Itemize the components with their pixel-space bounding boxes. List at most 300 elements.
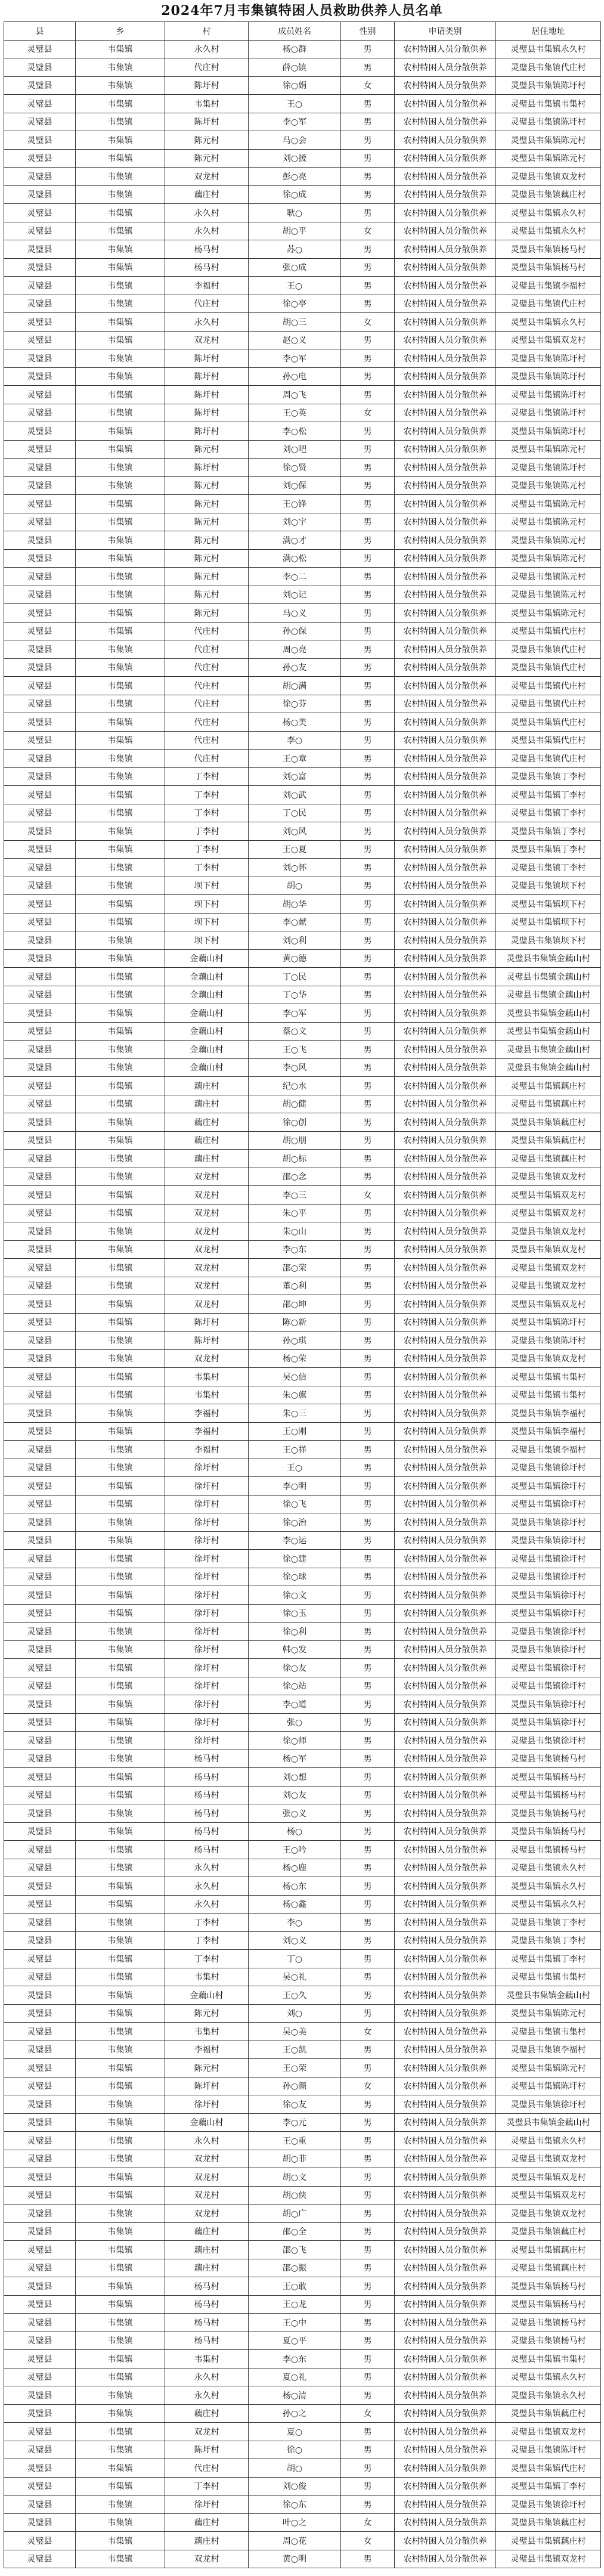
column-header: 县 bbox=[4, 22, 76, 41]
table-cell: 男 bbox=[341, 495, 395, 513]
table-cell: 丁李村 bbox=[165, 1950, 249, 1968]
table-cell: 灵璧县韦集镇永久村 bbox=[496, 1895, 601, 1914]
table-cell: 韦集镇 bbox=[76, 2314, 165, 2332]
table-cell: 孙○友 bbox=[249, 658, 341, 677]
table-cell: 灵璧县韦集镇代庄村 bbox=[496, 622, 601, 640]
table-cell: 耿○ bbox=[249, 204, 341, 222]
table-row bbox=[4, 1950, 601, 1968]
table-cell: 农村特困人员分散供养 bbox=[395, 2277, 496, 2296]
table-cell: 男 bbox=[341, 1222, 395, 1241]
table-cell: 李○明 bbox=[249, 1477, 341, 1496]
table-cell: 男 bbox=[341, 1914, 395, 1932]
table-cell: 杨○鑫 bbox=[249, 1895, 341, 1914]
table-cell: 灵璧县韦集镇藕庄村 bbox=[496, 2259, 601, 2277]
table-cell: 农村特困人员分散供养 bbox=[395, 877, 496, 895]
table-cell: 陈圩村 bbox=[165, 404, 249, 422]
table-cell: 农村特困人员分散供养 bbox=[395, 1659, 496, 1677]
table-cell: 男 bbox=[341, 895, 395, 914]
table-cell: 韦集镇 bbox=[76, 2277, 165, 2296]
table-cell: 男 bbox=[341, 949, 395, 968]
table-row bbox=[4, 1459, 601, 1477]
table-cell: 男 bbox=[341, 2277, 395, 2296]
table-row bbox=[4, 76, 601, 95]
table-cell: 刘○援 bbox=[249, 149, 341, 168]
table-cell: 陈元村 bbox=[165, 604, 249, 623]
table-cell: 吴○信 bbox=[249, 1368, 341, 1386]
table-cell: 灵璧县 bbox=[4, 349, 76, 368]
table-cell: 韦集镇 bbox=[76, 713, 165, 732]
table-cell: 陈元村 bbox=[165, 513, 249, 531]
table-cell: 灵璧县韦集镇双龙村 bbox=[496, 2550, 601, 2568]
table-cell: 农村特困人员分散供养 bbox=[395, 1895, 496, 1914]
table-cell: 男 bbox=[341, 2132, 395, 2150]
table-row bbox=[4, 968, 601, 986]
table-cell: 农村特困人员分散供养 bbox=[395, 1968, 496, 1986]
table-cell: 杨○美 bbox=[249, 713, 341, 732]
table-cell: 农村特困人员分散供养 bbox=[395, 422, 496, 441]
table-cell: 灵璧县 bbox=[4, 2259, 76, 2277]
table-cell: 韦集镇 bbox=[76, 750, 165, 768]
table-cell: 韦集镇 bbox=[76, 2496, 165, 2514]
table-cell: 农村特困人员分散供养 bbox=[395, 40, 496, 58]
table-cell: 农村特困人员分散供养 bbox=[395, 1732, 496, 1750]
table-cell: 灵璧县韦集镇徐圩村 bbox=[496, 1477, 601, 1496]
table-cell: 灵璧县 bbox=[4, 640, 76, 659]
table-cell: 韦集镇 bbox=[76, 622, 165, 640]
table-cell: 徐圩村 bbox=[165, 1659, 249, 1677]
table-cell: 灵璧县 bbox=[4, 1750, 76, 1768]
table-cell: 金藕山村 bbox=[165, 1022, 249, 1041]
table-cell: 胡○满 bbox=[249, 677, 341, 695]
table-cell: 灵璧县韦集镇陈元村 bbox=[496, 476, 601, 495]
table-row bbox=[4, 295, 601, 313]
table-cell: 灵璧县 bbox=[4, 1531, 76, 1550]
table-cell: 灵璧县韦集镇韦集村 bbox=[496, 1368, 601, 1386]
table-cell: 韦集镇 bbox=[76, 586, 165, 604]
table-cell: 胡○ bbox=[249, 2459, 341, 2478]
table-row bbox=[4, 240, 601, 259]
table-cell: 男 bbox=[341, 2386, 395, 2405]
table-cell: 灵璧县韦集镇陈元村 bbox=[496, 2004, 601, 2023]
table-cell: 农村特困人员分散供养 bbox=[395, 586, 496, 604]
table-cell: 代庄村 bbox=[165, 750, 249, 768]
table-cell: 男 bbox=[341, 677, 395, 695]
table-cell: 胡○广 bbox=[249, 2205, 341, 2223]
table-cell: 金藕山村 bbox=[165, 2113, 249, 2132]
table-cell: 灵璧县 bbox=[4, 877, 76, 895]
table-cell: 女 bbox=[341, 313, 395, 332]
table-cell: 灵璧县 bbox=[4, 2241, 76, 2259]
table-cell: 李○元 bbox=[249, 2113, 341, 2132]
table-cell: 男 bbox=[341, 1077, 395, 1095]
table-cell: 男 bbox=[341, 658, 395, 677]
table-cell: 农村特困人员分散供养 bbox=[395, 604, 496, 623]
table-cell: 农村特困人员分散供养 bbox=[395, 1004, 496, 1023]
table-cell: 李○军 bbox=[249, 1004, 341, 1023]
table-cell: 男 bbox=[341, 2259, 395, 2277]
table-cell: 灵璧县 bbox=[4, 2477, 76, 2496]
table-cell: 灵璧县韦集镇双龙村 bbox=[496, 2150, 601, 2168]
table-cell: 韦集镇 bbox=[76, 2004, 165, 2023]
table-cell: 农村特困人员分散供养 bbox=[395, 1404, 496, 1423]
table-cell: 灵璧县韦集镇徐圩村 bbox=[496, 1695, 601, 1714]
table-cell: 双龙村 bbox=[165, 1240, 249, 1259]
table-cell: 灵璧县韦集镇代庄村 bbox=[496, 2459, 601, 2478]
table-cell: 男 bbox=[341, 204, 395, 222]
table-cell: 灵璧县韦集镇双龙村 bbox=[496, 1168, 601, 1186]
table-cell: 男 bbox=[341, 549, 395, 568]
table-cell: 灵璧县 bbox=[4, 1768, 76, 1787]
table-cell: 徐圩村 bbox=[165, 1513, 249, 1532]
table-row bbox=[4, 1786, 601, 1804]
table-cell: 灵璧县韦集镇藕庄村 bbox=[496, 2404, 601, 2423]
table-cell: 男 bbox=[341, 1295, 395, 1314]
table-row bbox=[4, 2241, 601, 2259]
table-row bbox=[4, 1732, 601, 1750]
table-cell: 农村特困人员分散供养 bbox=[395, 658, 496, 677]
table-cell: 丁李村 bbox=[165, 1931, 249, 1950]
table-cell: 灵璧县 bbox=[4, 695, 76, 713]
table-cell: 韦集镇 bbox=[76, 1404, 165, 1423]
table-cell: 灵璧县韦集镇徐圩村 bbox=[496, 1659, 601, 1677]
table-cell: 灵璧县韦集镇陈圩村 bbox=[496, 1313, 601, 1332]
table-cell: 苏○ bbox=[249, 240, 341, 259]
table-row bbox=[4, 531, 601, 550]
table-row bbox=[4, 568, 601, 586]
table-cell: 韦集镇 bbox=[76, 840, 165, 859]
table-cell: 农村特困人员分散供养 bbox=[395, 349, 496, 368]
table-cell: 农村特困人员分散供养 bbox=[395, 2404, 496, 2423]
table-cell: 灵璧县 bbox=[4, 2186, 76, 2205]
table-cell: 女 bbox=[341, 222, 395, 240]
table-cell: 韦集镇 bbox=[76, 2059, 165, 2077]
table-cell: 代庄村 bbox=[165, 58, 249, 77]
table-cell: 灵璧县韦集镇金藕山村 bbox=[496, 1004, 601, 1023]
table-row bbox=[4, 1859, 601, 1877]
table-cell: 双龙村 bbox=[165, 1295, 249, 1314]
table-cell: 杨马村 bbox=[165, 1750, 249, 1768]
table-cell: 韦集镇 bbox=[76, 1604, 165, 1623]
table-cell: 农村特困人员分散供养 bbox=[395, 1113, 496, 1132]
table-cell: 韦集镇 bbox=[76, 658, 165, 677]
table-cell: 杨马村 bbox=[165, 1786, 249, 1804]
table-cell: 藕庄村 bbox=[165, 1131, 249, 1150]
table-cell: 男 bbox=[341, 731, 395, 750]
table-cell: 灵璧县 bbox=[4, 2459, 76, 2478]
table-cell: 灵璧县 bbox=[4, 331, 76, 349]
table-cell: 农村特困人员分散供养 bbox=[395, 258, 496, 277]
table-row bbox=[4, 513, 601, 531]
table-cell: 男 bbox=[341, 1404, 395, 1423]
table-cell: 男 bbox=[341, 1095, 395, 1113]
table-row bbox=[4, 1623, 601, 1641]
table-cell: 灵璧县韦集镇金藕山村 bbox=[496, 949, 601, 968]
table-cell: 代庄村 bbox=[165, 731, 249, 750]
table-cell: 灵璧县 bbox=[4, 2023, 76, 2041]
table-cell: 农村特困人员分散供养 bbox=[395, 2532, 496, 2550]
table-cell: 农村特困人员分散供养 bbox=[395, 695, 496, 713]
table-cell: 灵璧县韦集镇陈圩村 bbox=[496, 1332, 601, 1350]
table-cell: 王○刚 bbox=[249, 1422, 341, 1441]
table-cell: 徐圩村 bbox=[165, 1623, 249, 1641]
table-cell: 灵璧县 bbox=[4, 1586, 76, 1605]
table-cell: 韦集镇 bbox=[76, 204, 165, 222]
table-cell: 男 bbox=[341, 1822, 395, 1841]
table-cell: 满○松 bbox=[249, 549, 341, 568]
table-cell: 灵璧县 bbox=[4, 1604, 76, 1623]
table-cell: 灵璧县韦集镇杨马村 bbox=[496, 2332, 601, 2350]
table-cell: 男 bbox=[341, 1586, 395, 1605]
table-row bbox=[4, 2332, 601, 2350]
table-cell: 农村特困人员分散供养 bbox=[395, 731, 496, 750]
table-row bbox=[4, 1986, 601, 2005]
table-cell: 灵璧县韦集镇双龙村 bbox=[496, 168, 601, 186]
table-row bbox=[4, 1259, 601, 1277]
table-cell: 韦集镇 bbox=[76, 1477, 165, 1496]
table-cell: 李○三 bbox=[249, 1186, 341, 1205]
table-cell: 韦集镇 bbox=[76, 2095, 165, 2114]
table-cell: 农村特困人员分散供养 bbox=[395, 804, 496, 822]
table-cell: 陈圩村 bbox=[165, 367, 249, 386]
table-cell: 邵○飞 bbox=[249, 2241, 341, 2259]
table-cell: 韦集镇 bbox=[76, 1950, 165, 1968]
table-cell: 男 bbox=[341, 1259, 395, 1277]
table-cell: 灵璧县韦集镇藕庄村 bbox=[496, 1095, 601, 1113]
table-cell: 男 bbox=[341, 1113, 395, 1132]
table-cell: 男 bbox=[341, 1986, 395, 2005]
table-cell: 韦集镇 bbox=[76, 40, 165, 58]
table-cell: 女 bbox=[341, 76, 395, 95]
table-cell: 徐圩村 bbox=[165, 1531, 249, 1550]
table-cell: 徐圩村 bbox=[165, 1586, 249, 1605]
table-cell: 男 bbox=[341, 2441, 395, 2459]
table-cell: 农村特困人员分散供养 bbox=[395, 1349, 496, 1368]
table-cell: 灵璧县 bbox=[4, 1950, 76, 1968]
table-cell: 农村特困人员分散供养 bbox=[395, 1259, 496, 1277]
table-row bbox=[4, 658, 601, 677]
table-cell: 李福村 bbox=[165, 2041, 249, 2059]
table-cell: 杨马村 bbox=[165, 2295, 249, 2314]
table-cell: 杨马村 bbox=[165, 2314, 249, 2332]
table-cell: 灵璧县韦集镇代庄村 bbox=[496, 713, 601, 732]
table-cell: 灵璧县 bbox=[4, 1459, 76, 1477]
table-cell: 灵璧县韦集镇藕庄村 bbox=[496, 2532, 601, 2550]
table-cell: 农村特困人员分散供养 bbox=[395, 168, 496, 186]
table-cell: 灵璧县 bbox=[4, 931, 76, 950]
table-cell: 灵璧县韦集镇金藕山村 bbox=[496, 1058, 601, 1077]
table-cell: 邵○坤 bbox=[249, 1295, 341, 1314]
table-cell: 男 bbox=[341, 2004, 395, 2023]
table-cell: 韦集镇 bbox=[76, 1058, 165, 1077]
table-cell: 韦集镇 bbox=[76, 2132, 165, 2150]
table-cell: 陈圩村 bbox=[165, 422, 249, 441]
table-cell: 徐圩村 bbox=[165, 1604, 249, 1623]
table-cell: 农村特困人员分散供养 bbox=[395, 113, 496, 131]
table-cell: 夏○礼 bbox=[249, 2368, 341, 2386]
table-cell: 刘○想 bbox=[249, 1768, 341, 1787]
table-row bbox=[4, 440, 601, 459]
table-cell: 陈元村 bbox=[165, 549, 249, 568]
table-cell: 男 bbox=[341, 2095, 395, 2114]
table-cell: 灵璧县 bbox=[4, 677, 76, 695]
table-cell: 杨○荣 bbox=[249, 1349, 341, 1368]
table-cell: 代庄村 bbox=[165, 2459, 249, 2478]
table-cell: 灵璧县 bbox=[4, 2113, 76, 2132]
table-cell: 双龙村 bbox=[165, 2550, 249, 2568]
table-cell: 农村特困人员分散供养 bbox=[395, 1422, 496, 1441]
table-cell: 农村特困人员分散供养 bbox=[395, 1386, 496, 1404]
table-cell: 代庄村 bbox=[165, 640, 249, 659]
table-cell: 金藕山村 bbox=[165, 968, 249, 986]
table-row bbox=[4, 640, 601, 659]
table-cell: 韦集镇 bbox=[76, 2113, 165, 2132]
table-cell: 王○英 bbox=[249, 404, 341, 422]
table-cell: 男 bbox=[341, 149, 395, 168]
table-cell: 灵璧县 bbox=[4, 1513, 76, 1532]
table-cell: 丁○华 bbox=[249, 986, 341, 1004]
table-row bbox=[4, 895, 601, 914]
table-cell: 藕庄村 bbox=[165, 1150, 249, 1168]
table-cell: 农村特困人员分散供养 bbox=[395, 1804, 496, 1823]
table-cell: 男 bbox=[341, 367, 395, 386]
table-cell: 农村特困人员分散供养 bbox=[395, 367, 496, 386]
table-cell: 农村特困人员分散供养 bbox=[395, 2295, 496, 2314]
table-cell: 永久村 bbox=[165, 204, 249, 222]
table-cell: 藕庄村 bbox=[165, 2532, 249, 2550]
table-cell: 孙○电 bbox=[249, 367, 341, 386]
table-cell: 朱○平 bbox=[249, 1204, 341, 1222]
table-cell: 灵璧县韦集镇双龙村 bbox=[496, 1222, 601, 1241]
table-row bbox=[4, 877, 601, 895]
table-cell: 农村特困人员分散供养 bbox=[395, 1295, 496, 1314]
table-cell: 男 bbox=[341, 2477, 395, 2496]
table-cell: 农村特困人员分散供养 bbox=[395, 750, 496, 768]
table-row bbox=[4, 2004, 601, 2023]
table-cell: 韦集镇 bbox=[76, 949, 165, 968]
table-cell: 韦集镇 bbox=[76, 2423, 165, 2441]
table-cell: 灵璧县 bbox=[4, 1931, 76, 1950]
table-cell: 男 bbox=[341, 786, 395, 804]
table-cell: 农村特困人员分散供养 bbox=[395, 1058, 496, 1077]
table-cell: 灵璧县 bbox=[4, 2041, 76, 2059]
table-cell: 韦集镇 bbox=[76, 2550, 165, 2568]
table-cell: 灵璧县韦集镇陈圩村 bbox=[496, 367, 601, 386]
table-cell: 杨○东 bbox=[249, 1877, 341, 1896]
table-cell: 农村特困人员分散供养 bbox=[395, 277, 496, 295]
table-row bbox=[4, 1586, 601, 1605]
table-cell: 男 bbox=[341, 586, 395, 604]
table-cell: 李○东 bbox=[249, 2350, 341, 2368]
table-cell: 农村特困人员分散供养 bbox=[395, 968, 496, 986]
table-cell: 张○义 bbox=[249, 1804, 341, 1823]
table-cell: 灵璧县韦集镇代庄村 bbox=[496, 731, 601, 750]
table-row bbox=[4, 131, 601, 150]
table-cell: 男 bbox=[341, 476, 395, 495]
table-cell: 农村特困人员分散供养 bbox=[395, 1550, 496, 1568]
table-cell: 男 bbox=[341, 1895, 395, 1914]
table-cell: 灵璧县韦集镇藕庄村 bbox=[496, 2241, 601, 2259]
table-cell: 灵璧县韦集镇双龙村 bbox=[496, 2168, 601, 2187]
table-cell: 韦集镇 bbox=[76, 986, 165, 1004]
table-row bbox=[4, 1113, 601, 1132]
table-cell: 灵璧县韦集镇杨马村 bbox=[496, 1768, 601, 1787]
table-cell: 双龙村 bbox=[165, 1168, 249, 1186]
table-cell: 农村特困人员分散供养 bbox=[395, 1168, 496, 1186]
table-cell: 韦集镇 bbox=[76, 131, 165, 150]
table-row bbox=[4, 1186, 601, 1205]
table-row bbox=[4, 2222, 601, 2241]
table-row bbox=[4, 1877, 601, 1896]
table-cell: 农村特困人员分散供养 bbox=[395, 1240, 496, 1259]
table-cell: 农村特困人员分散供养 bbox=[395, 2077, 496, 2095]
table-cell: 灵璧县 bbox=[4, 2404, 76, 2423]
table-row bbox=[4, 1022, 601, 1041]
table-row bbox=[4, 1841, 601, 1859]
table-cell: 农村特困人员分散供养 bbox=[395, 2259, 496, 2277]
table-cell: 灵璧县 bbox=[4, 859, 76, 877]
table-cell: 邵○荣 bbox=[249, 1259, 341, 1277]
table-cell: 男 bbox=[341, 1841, 395, 1859]
table-cell: 韦集镇 bbox=[76, 331, 165, 349]
table-cell: 王○久 bbox=[249, 1986, 341, 2005]
table-cell: 周○亮 bbox=[249, 640, 341, 659]
table-cell: 农村特困人员分散供养 bbox=[395, 931, 496, 950]
table-row bbox=[4, 1313, 601, 1332]
table-cell: 韦集镇 bbox=[76, 2077, 165, 2095]
table-cell: 农村特困人员分散供养 bbox=[395, 549, 496, 568]
table-cell: 农村特困人员分散供养 bbox=[395, 822, 496, 841]
table-cell: 男 bbox=[341, 113, 395, 131]
table-cell: 徐○球 bbox=[249, 1568, 341, 1586]
table-cell: 灵璧县 bbox=[4, 295, 76, 313]
table-cell: 灵璧县韦集镇代庄村 bbox=[496, 677, 601, 695]
table-cell: 韦集镇 bbox=[76, 1550, 165, 1568]
table-cell: 灵璧县韦集镇韦集村 bbox=[496, 1386, 601, 1404]
table-cell: 灵璧县韦集镇徐圩村 bbox=[496, 1586, 601, 1605]
table-cell: 代庄村 bbox=[165, 295, 249, 313]
table-cell: 灵璧县韦集镇陈元村 bbox=[496, 586, 601, 604]
table-row bbox=[4, 2077, 601, 2095]
table-cell: 农村特困人员分散供养 bbox=[395, 2205, 496, 2223]
table-cell: 灵璧县 bbox=[4, 531, 76, 550]
table-cell: 代庄村 bbox=[165, 658, 249, 677]
column-header: 成员姓名 bbox=[249, 22, 341, 41]
table-cell: 农村特困人员分散供养 bbox=[395, 476, 496, 495]
table-cell: 农村特困人员分散供养 bbox=[395, 1950, 496, 1968]
table-cell: 灵璧县 bbox=[4, 1240, 76, 1259]
table-cell: 陈元村 bbox=[165, 131, 249, 150]
table-cell: 农村特困人员分散供养 bbox=[395, 1677, 496, 1695]
table-cell: 邵○全 bbox=[249, 2222, 341, 2241]
table-cell: 灵璧县 bbox=[4, 658, 76, 677]
table-cell: 男 bbox=[341, 604, 395, 623]
table-cell: 灵璧县 bbox=[4, 2386, 76, 2405]
table-cell: 男 bbox=[341, 1859, 395, 1877]
table-cell: 徐○友 bbox=[249, 2095, 341, 2114]
table-cell: 韦集镇 bbox=[76, 1968, 165, 1986]
table-cell: 灵璧县韦集镇杨马村 bbox=[496, 2277, 601, 2296]
table-cell: 农村特困人员分散供养 bbox=[395, 131, 496, 150]
table-cell: 灵璧县 bbox=[4, 1441, 76, 1459]
table-cell: 韦集镇 bbox=[76, 2041, 165, 2059]
table-cell: 农村特困人员分散供养 bbox=[395, 1695, 496, 1714]
table-cell: 韦集镇 bbox=[76, 1586, 165, 1605]
table-cell: 刘○武 bbox=[249, 786, 341, 804]
table-row bbox=[4, 1495, 601, 1513]
column-header: 乡 bbox=[76, 22, 165, 41]
table-row bbox=[4, 1659, 601, 1677]
table-cell: 邵○振 bbox=[249, 2259, 341, 2277]
